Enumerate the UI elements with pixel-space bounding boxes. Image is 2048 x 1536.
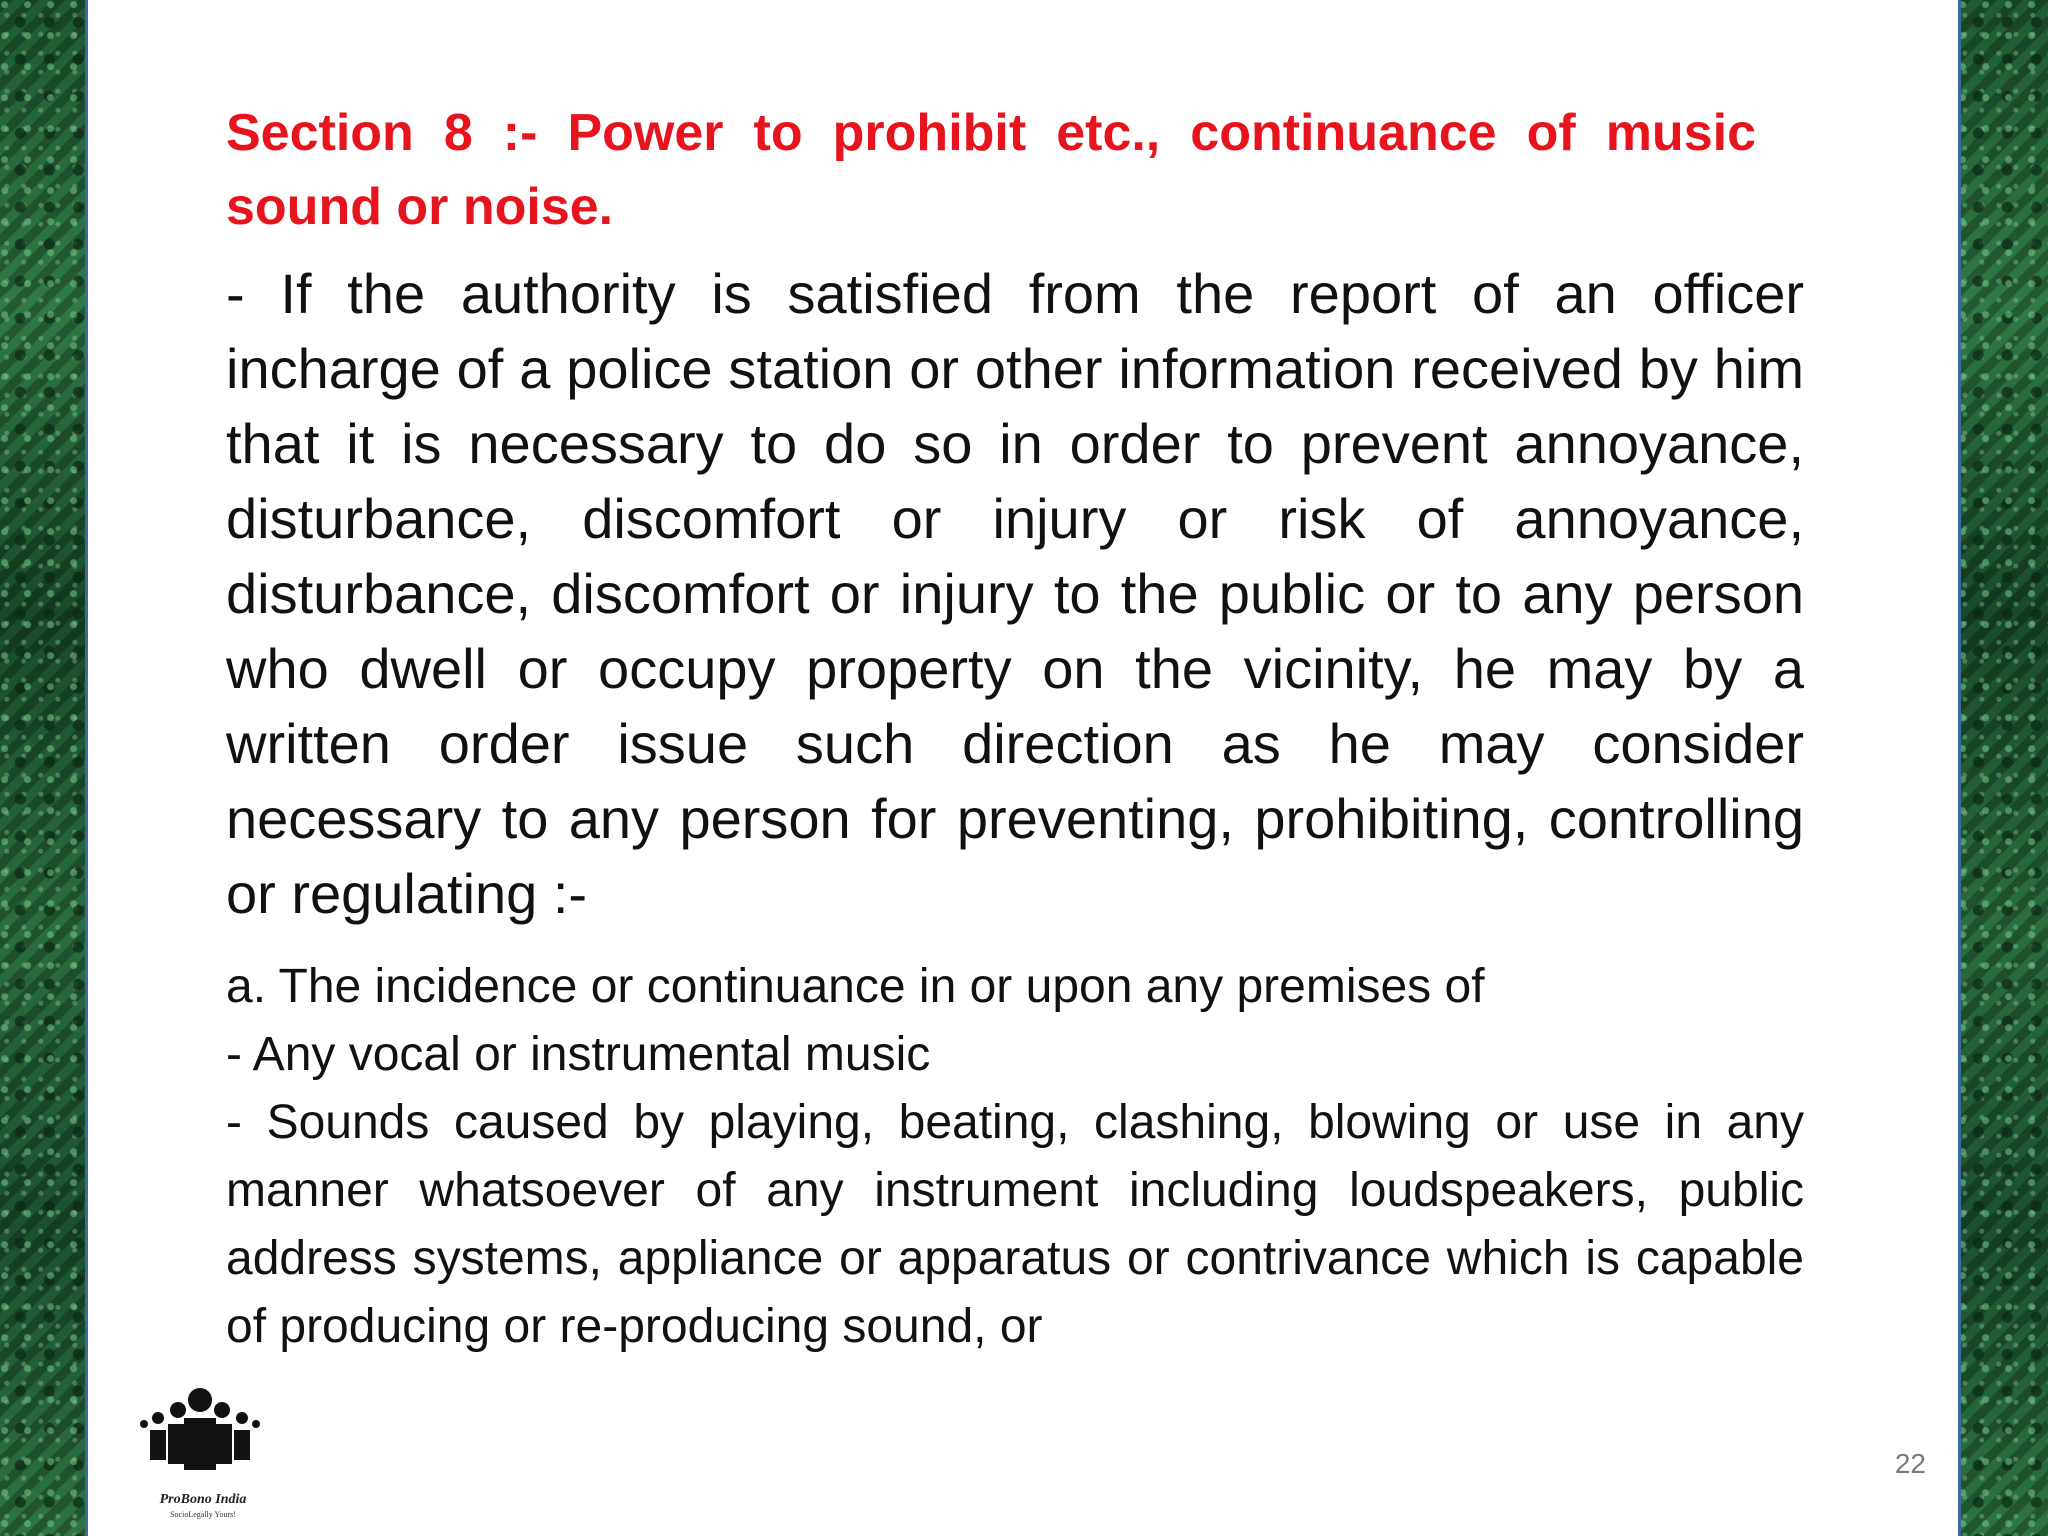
section-heading-line: Section 8 :- Power to prohibit etc., continuance of music: [226, 104, 1756, 162]
provision-list: [226, 953, 1804, 1361]
list-item: - Any vocal or instrumental music: [226, 1028, 931, 1081]
right-marble-border: [1958, 0, 2048, 1536]
section-heading: [226, 96, 1756, 244]
list-item: a. The incidence or continuance in or upon any premises of: [226, 960, 1485, 1013]
left-marble-border: [0, 0, 88, 1536]
body-paragraph: - If the authority is satisfied from the report of an officer incharge of a police station or other information received by him that it is necessary to do so in order to prevent annoyance, disturbance, discomfort or injury or risk of annoyance, disturbance, discomfort or injury to the public or to any person who dwell or occupy property on the vicinity, he may by a written order issue such direction as he may consider necessary to any person for preventing, prohibiting, controlling or regulating :-: [226, 262, 1804, 925]
logo-caption: [140, 1492, 266, 1519]
section-heading-line: sound or noise.: [226, 178, 614, 236]
logo-name: ProBono India: [159, 1492, 247, 1507]
list-item: - Sounds caused by playing, beating, clashing, blowing or use in any manner whatsoever of any instrument including loudspeakers, public address systems, appliance or apparatus or contrivance which is capable of producing or re-producing sound, or: [226, 1096, 1804, 1353]
slide-content: [226, 96, 1804, 1361]
logo-tagline: SocioLegally Yours!: [170, 1510, 236, 1519]
slide-number: 22: [1894, 1448, 1926, 1479]
